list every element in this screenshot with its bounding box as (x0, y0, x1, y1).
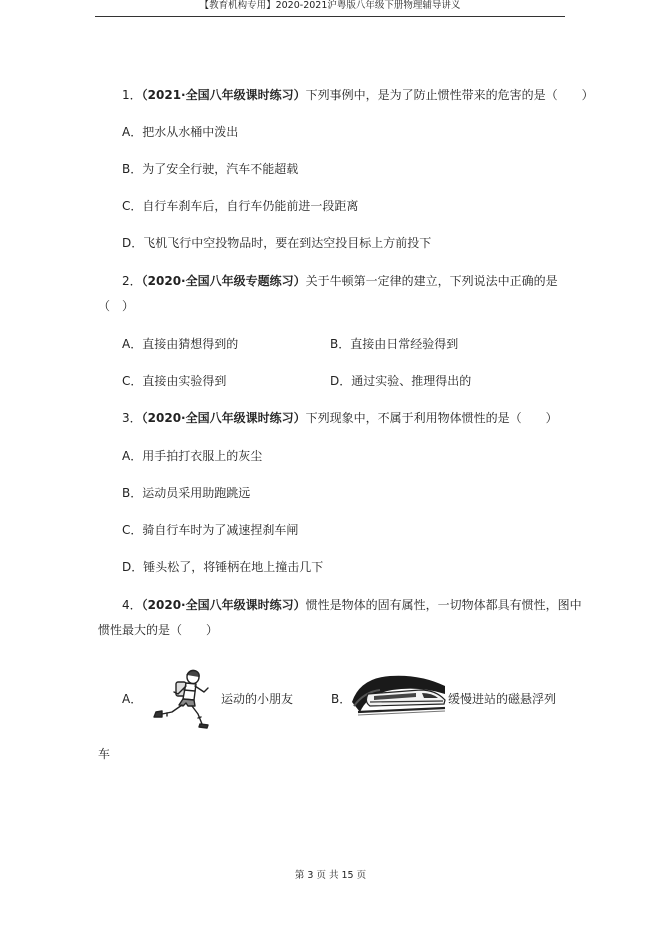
option-2b: B．直接由日常经验得到 (330, 337, 459, 351)
page-header: 【教育机构专用】2020-2021沪粤版八年级下册物理辅导讲义 (95, 0, 565, 17)
question-4 (122, 596, 582, 613)
option-2c: C．直接由实验得到 (122, 374, 227, 388)
option-4b-letter: B． (331, 692, 352, 706)
option-1c: C．自行车刹车后，自行车仍能前进一段距离 (122, 199, 359, 213)
question-2 (122, 272, 558, 289)
option-4b-caption: 缓慢进站的磁悬浮列 (448, 692, 557, 706)
question-source: （2021·全国八年级课时练习） (141, 88, 306, 102)
running-child-icon (150, 668, 220, 730)
question-number: 3． (122, 411, 142, 425)
option-4b-caption-cont: 车 (98, 747, 111, 761)
option-3a: A．用手拍打衣服上的灰尘 (122, 449, 263, 463)
question-1 (122, 86, 594, 103)
page-footer: 第 3 页 共 15 页 (294, 870, 367, 881)
question-number: 1． (122, 88, 142, 102)
question-number: 4． (122, 598, 142, 612)
question-stem: 下列事例中，是为了防止惯性带来的危害的是（ ） (305, 88, 594, 102)
option-4a-caption: 运动的小朋友 (221, 692, 294, 706)
option-1b: B．为了安全行驶，汽车不能超载 (122, 162, 299, 176)
question-stem: 关于牛顿第一定律的建立，下列说法中正确的是 (305, 274, 558, 288)
option-2a: A．直接由猜想得到的 (122, 337, 239, 351)
question-stem: 下列现象中，不属于利用物体惯性的是（ ） (305, 411, 558, 425)
question-source: （2020·全国八年级专题练习） (141, 274, 306, 288)
option-1a: A．把水从水桶中泼出 (122, 125, 239, 139)
option-3c: C．骑自行车时为了减速捏刹车闸 (122, 523, 299, 537)
question-stem: 惯性是物体的固有属性，一切物体都具有惯性，图中 (305, 598, 582, 612)
maglev-train-icon (350, 672, 447, 718)
question-source: （2020·全国八年级课时练习） (141, 411, 306, 425)
option-1d: D．飞机飞行中空投物品时，要在到达空投目标上方前投下 (122, 236, 432, 250)
question-number: 2． (122, 274, 142, 288)
question-3 (122, 409, 558, 426)
option-3d: D．锤头松了，将锤柄在地上撞击几下 (122, 560, 324, 574)
option-4a-letter: A． (122, 692, 143, 706)
question-2-stem-cont: （ ） (98, 299, 135, 313)
option-3b: B．运动员采用助跑跳远 (122, 486, 251, 500)
option-2d: D．通过实验、推理得出的 (330, 374, 472, 388)
question-source: （2020·全国八年级课时练习） (141, 598, 306, 612)
question-4-stem-cont: 惯性最大的是（ ） (98, 623, 219, 637)
